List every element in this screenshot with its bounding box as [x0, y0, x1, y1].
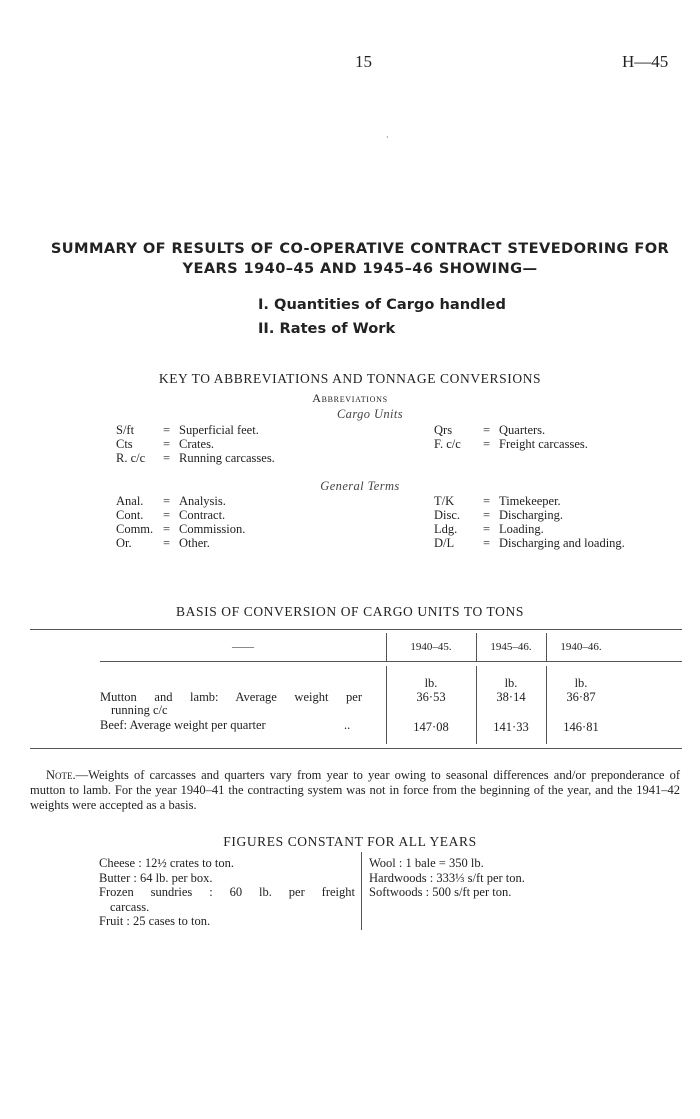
figures-title: FIGURES CONSTANT FOR ALL YEARS [223, 834, 477, 849]
general-terms-heading: General Terms [320, 479, 400, 493]
list-item: Softwoods : 500 s/ft per ton. [369, 885, 512, 899]
page-title [30, 239, 690, 279]
table-header-1940-46: 1940–46. [560, 641, 602, 653]
table-cell: 147·08 [413, 720, 449, 734]
subheading-rates: II. Rates of Work [258, 320, 396, 337]
cargo-units-heading: Cargo Units [336, 407, 404, 421]
list-item: Hardwoods : 333⅓ s/ft per ton. [369, 870, 525, 885]
list-item: Ldg. = Loading. [434, 522, 544, 536]
list-item: T/K = Timekeeper. [434, 494, 561, 508]
list-item: Cts = Crates. [116, 437, 215, 451]
cargo-units-left-list [116, 423, 275, 465]
row-label: Mutton and lamb: Average weight per [100, 690, 362, 704]
figures-left-list [99, 856, 355, 929]
list-item: Cont. = Contract. [116, 508, 226, 522]
table-cell: 36·87 [566, 690, 596, 704]
document-code: H—45 [622, 52, 669, 71]
unit-label: lb. [574, 676, 588, 690]
list-item: Fruit : 25 cases to ton. [99, 914, 211, 928]
list-item: R. c/c = Running carcasses. [116, 451, 275, 465]
subheading-quantities: I. Quantities of Cargo handled [258, 296, 506, 313]
list-item: Frozen sundries : 60 lb. per freight [99, 885, 355, 899]
table-header-1945-46: 1945–46. [490, 641, 532, 653]
table-top-rule [30, 629, 682, 630]
key-title: KEY TO ABBREVIATIONS AND TONNAGE CONVERSIONS [158, 371, 542, 386]
list-item: F. c/c = Freight carcasses. [434, 437, 588, 451]
list-item: Or. = Other. [116, 536, 210, 550]
list-item: Anal. = Analysis. [116, 494, 226, 508]
basis-title: BASIS OF CONVERSION OF CARGO UNITS TO TONS [176, 604, 524, 619]
note-lead: Note. [46, 768, 76, 782]
list-item: Comm. = Commission. [116, 522, 246, 536]
cargo-units-right-list [434, 423, 588, 451]
column-divider [386, 633, 387, 661]
list-item: Butter : 64 lb. per box. [99, 870, 213, 885]
list-item: Disc. = Discharging. [434, 508, 563, 522]
list-item: S/ft = Superficial feet. [116, 423, 259, 437]
stray-mark: · [386, 133, 389, 142]
row-label: Beef: Average weight per quarter [100, 718, 266, 732]
unit-label: lb. [424, 676, 438, 690]
list-item: D/L = Discharging and loading. [434, 536, 625, 550]
note-paragraph [30, 768, 680, 813]
table-bottom-rule [30, 748, 682, 749]
list-item: Cheese : 12½ crates to ton. [99, 856, 235, 870]
page-number: 15 [355, 52, 372, 71]
table-header-rule [100, 661, 682, 662]
general-terms-right-list [434, 494, 625, 550]
general-terms-left-list [116, 494, 245, 550]
table-header-1940-45: 1940–45. [410, 641, 452, 653]
column-divider [476, 633, 477, 661]
list-item: Qrs = Quarters. [434, 423, 546, 437]
note-text: —Weights of carcasses and quarters vary from year to year owing to seasonal differences and/or preponderance of mutton to lamb. For the year 1940–41 the contracting system was not in force from the beginning of the year, and the 1941–42 weights were accepted as a basis. [30, 768, 680, 812]
row-label-continued: running c/c [111, 703, 168, 717]
column-divider [546, 633, 547, 661]
unit-label: lb. [504, 676, 518, 690]
title-line-2: YEARS 1940–45 AND 1945–46 SHOWING— [182, 260, 538, 277]
table-cell: 141·33 [493, 720, 529, 734]
list-item: Wool : 1 bale = 350 lb. [369, 856, 484, 870]
abbreviations-heading: Abbreviations [312, 391, 388, 405]
column-divider [361, 852, 362, 930]
row-leader: .. [344, 718, 351, 732]
table-cell: 38·14 [496, 690, 526, 704]
table-cell: 146·81 [563, 720, 599, 734]
figures-right-list [369, 856, 629, 900]
title-line-1: SUMMARY OF RESULTS OF CO-OPERATIVE CONTRACT STEVEDORING FOR [50, 240, 670, 257]
table-header-blank: —— [232, 641, 254, 653]
table-cell: 36·53 [416, 690, 446, 704]
list-item: carcass. [110, 899, 150, 914]
